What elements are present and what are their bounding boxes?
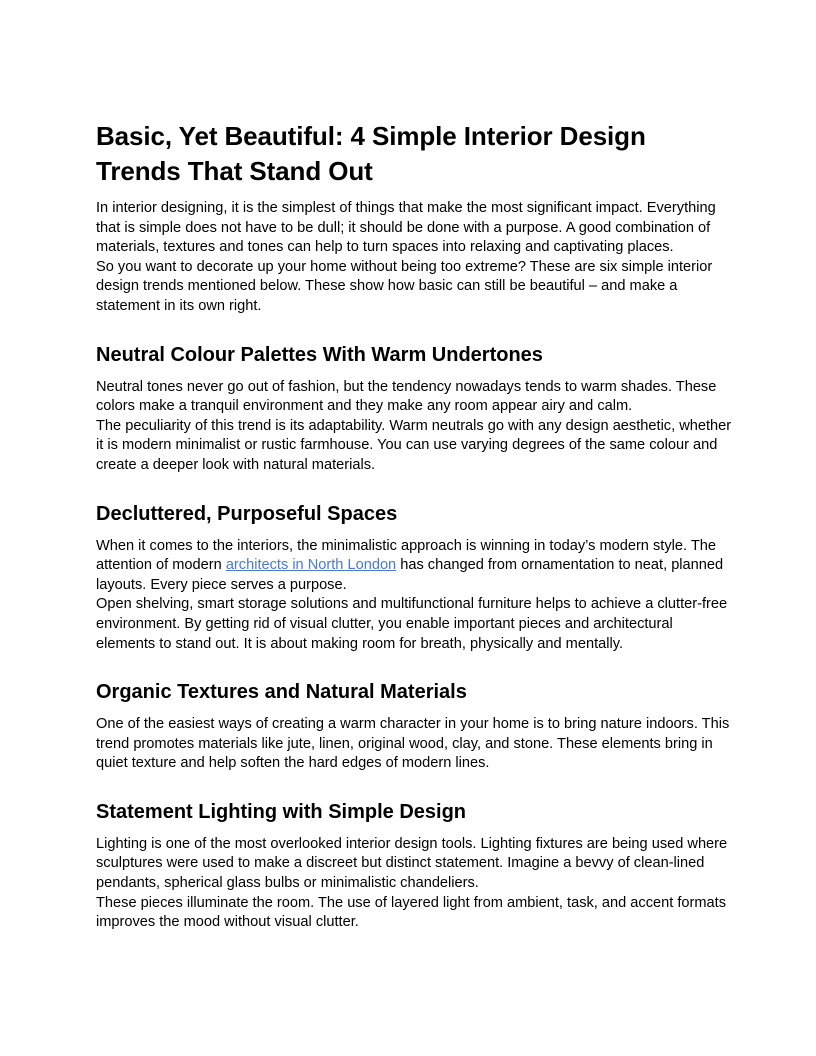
section-statement-lighting <box>96 799 736 933</box>
paragraph-text: has changed from ornamentation to neat, planned layouts. Every piece serves a purpose. <box>96 557 724 593</box>
section-heading: Organic Textures and Natural Materials <box>96 681 467 704</box>
section-organic-textures <box>96 679 736 774</box>
section-paragraph: One of the easiest ways of creating a warm character in your home is to bring nature indoors. This trend promotes materials like jute, linen, original wood, clay, and stone. These elements bring in quiet texture and help soften the hard edges of modern lines. <box>96 716 730 772</box>
section-paragraph: The peculiarity of this trend is its adaptability. Warm neutrals go with any design aesthetic, whether it is modern minimalist or rustic farmhouse. You can use varying degrees of the same colour and create a deeper look with natural materials. <box>96 417 732 473</box>
section-paragraph <box>96 537 736 596</box>
paragraph-text: When it comes to the interiors, the minimalistic approach is winning in today’s modern style. The attention of modern <box>96 537 716 574</box>
architects-link[interactable]: architects in North London <box>225 557 397 574</box>
intro-paragraph: In interior designing, it is the simplest of things that make the most significant impact. Everything that is simple does not have to be dull; it should be done with a purpose. A good combination of materials, textures and tones can help to turn spaces into relaxing and captivating places. <box>96 200 716 256</box>
article-title: Basic, Yet Beautiful: 4 Simple Interior Design Trends That Stand Out <box>96 121 646 186</box>
section-paragraph: These pieces illuminate the room. The use of layered light from ambient, task, and accent formats improves the mood without visual clutter. <box>96 894 727 931</box>
section-paragraph: Open shelving, smart storage solutions and multifunctional furniture helps to achieve a clutter-free environment. By getting rid of visual clutter, you enable important pieces and architectural elements to stand out. It is about making room for breath, physically and mentally. <box>96 596 728 652</box>
section-heading: Decluttered, Purposeful Spaces <box>96 502 398 525</box>
intro-paragraph: So you want to decorate up your home without being too extreme? These are six simple interior design trends mentioned below. These show how basic can still be beautiful – and make a statement in its own right. <box>96 258 713 314</box>
section-heading: Statement Lighting with Simple Design <box>96 800 467 823</box>
section-heading: Neutral Colour Palettes With Warm Undertones <box>96 343 543 366</box>
section-paragraph: Lighting is one of the most overlooked interior design tools. Lighting fixtures are being used where sculptures were used to make a discreet but distinct statement. Imagine a bevvy of clean-lined pendants, spherical glass bulbs or minimalistic chandeliers. <box>96 835 728 892</box>
document-page <box>96 119 736 933</box>
intro <box>96 199 736 317</box>
section-paragraph: Neutral tones never go out of fashion, but the tendency nowadays tends to warm shades. These colors make a tranquil environment and they make any room appear airy and calm. <box>96 378 717 415</box>
section-decluttered-spaces <box>96 501 736 655</box>
section-neutral-palettes <box>96 342 736 476</box>
